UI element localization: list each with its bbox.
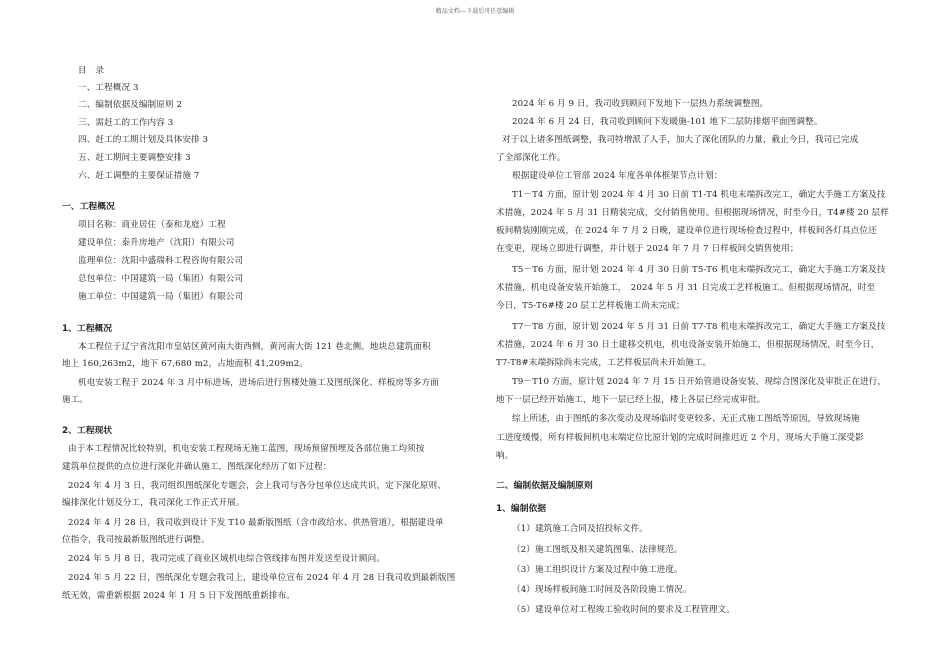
text-line: 2024 年 5 月 8 日，我司完成了商业区域机电综合管线排布图并发送至设计顾问。: [68, 554, 386, 564]
text-line: 地上 160,263m2，地下 67,680 m2，占地面积 41,209m2。: [62, 359, 308, 369]
section-heading: 1、编制依据: [496, 504, 547, 514]
text-line: （1）建筑施工合同及招投标文件。: [512, 524, 648, 534]
text-line: 根据建设单位工管部 2024 年度各单体框架节点计划：: [512, 171, 723, 181]
text-line: 监理单位：沈阳中盛瑞科工程咨询有限公司: [78, 256, 244, 266]
text-line: 了全部深化工作。: [496, 153, 566, 163]
text-line: 对于以上诸多图纸调整，我司特增派了人手，加大了深化团队的力量，截止今日，我司已完成: [502, 135, 859, 145]
text-line: 由于本工程情况比较特别，机电安装工程现场无施工蓝图，现场预留预埋及各部位施工均须按: [68, 444, 425, 454]
text-line: 三、需赶工的工作内容 3: [78, 118, 174, 128]
text-line: T7-T8#末端拆除尚未完成，工艺样板层尚未开始施工。: [496, 358, 712, 368]
text-line: 术措施，机电设备安装开始施工， 2024 年 5 月 31 日完成工艺样板施工。但根据现场情况，时至: [496, 283, 876, 293]
text-line: 地下一层已经开始施工，地下一层已经上报，楼上各层已经完成审批。: [496, 395, 766, 405]
text-line: 工进度缓慢，所有样板间机电末端定位比原计划的完成时间推迟近 2 个月，现场大手施工深受影: [496, 433, 864, 443]
text-line: 响。: [496, 451, 514, 461]
text-line: T1－T4 方面，原计划 2024 年 4 月 30 日前 T1-T4 机电末端拆改完工，确定大手施工方案及技: [512, 190, 886, 200]
text-line: 2024 年 6 月 9 日，我司收到顾问下发地下一层热力系统调整图。: [512, 99, 769, 109]
section-heading: 一、工程概况: [62, 202, 115, 212]
text-line: 项目名称：商业居住（泰和龙庭）工程: [78, 220, 226, 230]
text-line: 建设单位：泰升房地产（沈阳）有限公司: [78, 238, 235, 248]
text-line: 位指令，我司按最新版图纸进行调整。: [62, 535, 210, 545]
text-line: 六、赶工调整的主要保证措施 7: [78, 171, 200, 181]
text-line: 本工程位于辽宁省沈阳市皇姑区黄河南大街西侧，黄河南大街 121 巷北侧。地块总建筑面积: [78, 342, 431, 352]
text-line: 2024 年 5 月 22 日，图纸深化专题会我司上，建设单位宣布 2024 年 4 月 28 日我司收到最新版图: [68, 573, 456, 583]
text-line: 板间精装刚刚完成，在 2024 年 7 月 2 日晚，建设单位进行现场检查过程中，样板间各灯具点位还: [496, 226, 877, 236]
text-line: 术措施，2024 年 6 月 30 日土建移交机电，机电设备安装开始施工，但根据现场情况，时至今日，: [496, 340, 880, 350]
text-line: 五、赶工期间主要调整安排 3: [78, 153, 191, 163]
text-line: 在变更，现场立即进行调整，并计划于 2024 年 7 月 7 日样板间交销售使用；: [496, 244, 799, 254]
text-line: 2024 年 6 月 24 日，我司收到顾问下发暖施-101 地下二层防排烟平面图调整。: [512, 117, 823, 127]
text-line: T7－T8 方面，原计划 2024 年 5 月 31 日前 T7-T8 机电末端拆改完工，确定大手施工方案及技: [512, 322, 886, 332]
text-line: 二、编制依据及编制原则 2: [78, 100, 183, 110]
section-heading: 二、编制依据及编制原则: [496, 481, 593, 491]
text-line: 施工单位：中国建筑一局（集团）有限公司: [78, 292, 244, 302]
section-heading: 1、工程概况: [62, 324, 113, 334]
text-line: （3）施工组织设计方案及过程中施工进度。: [512, 565, 683, 575]
text-line: 2024 年 4 月 3 日，我司组织图纸深化专题会，会上我司与各分包单位达成共识，定下深化原则、: [68, 481, 446, 491]
text-line: T9－T10 方面，原计划 2024 年 7 月 15 日开始管道设备安装，现综合图深化及审批正在进行，: [512, 377, 887, 387]
text-line: （2）施工图纸及相关建筑图集、法律规范。: [512, 545, 683, 555]
text-line: 今日，T5-T6#楼 20 层工艺样板施工尚未完成；: [496, 301, 685, 311]
text-line: （5）建设单位对工程竣工验收时间的要求及工程管理文。: [512, 605, 735, 615]
text-line: 术措施，2024 年 5 月 31 日精装完成，交付销售使用。但根据现场情况，时至今日，T4#楼 20 层样: [496, 208, 889, 218]
text-line: 纸无效，需重新根据 2024 年 1 月 5 日下发图纸重新排布。: [62, 591, 295, 601]
text-line: 综上所述，由于图纸的多次变动及现场临时变更较多、无正式施工图纸等原因，导致现场施: [512, 414, 860, 424]
text-line: （4）现场样板间施工时间及各阶段施工情况。: [512, 585, 692, 595]
text-line: 四、赶工的工期计划及具体安排 3: [78, 135, 209, 145]
page-header: 精品文档---下载后可任意编辑: [435, 8, 515, 15]
text-line: 一、工程概况 3: [78, 83, 139, 93]
text-line: 机电安装工程于 2024 年 3 月中标进场，进场后进行售楼处施工及图纸深化、样板房等多方面: [78, 378, 439, 388]
text-line: 编排深化计划及分工，我司深化工作正式开展。: [62, 498, 245, 508]
text-line: 施工。: [62, 395, 89, 405]
text-line: 目 录: [78, 66, 105, 76]
text-line: 2024 年 4 月 28 日，我司收到设计下发 T10 最新版图纸（含市政给水、供热管道），根据建设单: [68, 518, 444, 528]
section-heading: 2、工程现状: [62, 426, 113, 436]
text-line: 建筑单位提供的点位进行深化并确认施工，图纸深化经历了如下过程：: [62, 462, 332, 472]
text-line: T5－T6 方面，原计划 2024 年 4 月 30 日前 T5-T6 机电末端拆改完工，确定大手施工方案及技: [512, 265, 886, 275]
text-line: 总包单位：中国建筑一局（集团）有限公司: [78, 274, 244, 284]
